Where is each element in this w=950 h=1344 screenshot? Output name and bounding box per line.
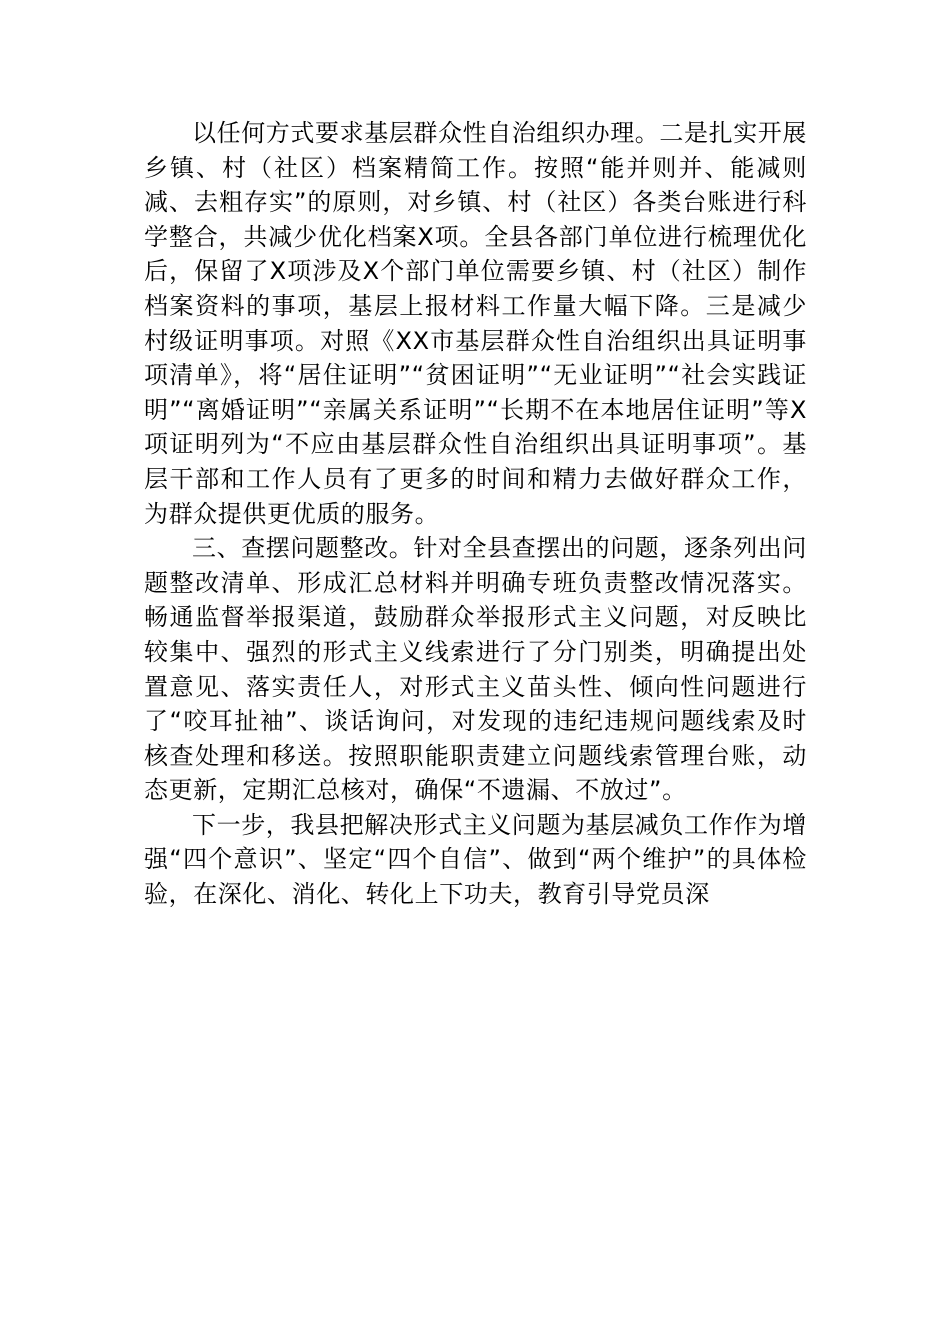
paragraph-next-steps: 下一步，我县把解决形式主义问题为基层减负工作作为增强“四个意识”、坚定“四个自信”、做到“两个维护”的具体检验，在深化、消化、转化上下功夫，教育引导党员深 [144,810,807,909]
paragraph-archive-simplification: 以任何方式要求基层群众性自治组织办理。二是扎实开展乡镇、村（社区）档案精简工作。按照“能并则并、能减则减、去粗存实”的原则，对乡镇、村（社区）各类台账进行科学整合，共减少优化档案X项。全县各部门单位进行梳理优化后，保留了X项涉及X个部门单位需要乡镇、村（社区）制作档案资料的事项，基层上报材料工作量大幅下降。三是减少村级证明事项。对照《XX市基层群众性自治组织出具证明事项清单》，将“居住证明”“贫困证明”“无业证明”“社会实践证明”“离婚证明”“亲属关系证明”“长期不在本地居住证明”等X项证明列为“不应由基层群众性自治组织出具证明事项”。基层干部和工作人员有了更多的时间和精力去做好群众工作，为群众提供更优质的服务。 [144,119,807,528]
body-text [144,116,807,912]
paragraph-problem-rectification: 三、查摆问题整改。针对全县查摆出的问题，逐条列出问题整改清单、形成汇总材料并明确专班负责整改情况落实。畅通监督举报渠道，鼓励群众举报形式主义问题，对反映比较集中、强烈的形式主义线索进行了分门别类，明确提出处置意见、落实责任人，对形式主义苗头性、倾向性问题进行了“咬耳扯袖”、谈话询问，对发现的违纪违规问题线索及时核查处理和移送。按照职能职责建立问题线索管理台账，动态更新，定期汇总核对，确保“不遗漏、不放过”。 [144,534,807,805]
